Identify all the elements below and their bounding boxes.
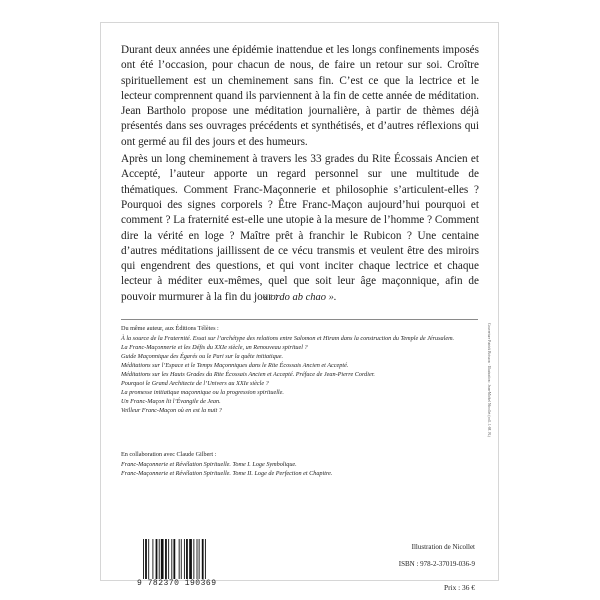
book-title: À la source de la Fraternité. Essai sur l’archétype des relations entre Salomon et Hiram dans la construction du Temple de Jérusalem.: [121, 334, 455, 342]
divider: [121, 319, 478, 320]
book-title: Pourquoi le Grand Architecte de l’Univers au XXIe siècle ?: [121, 380, 269, 388]
book-title: Franc-Maçonnerie et Révélation Spirituelle. Tome I. Loge Symbolique.: [121, 460, 297, 468]
cover-blurb: [121, 43, 479, 307]
price: Prix : 36 €: [443, 583, 475, 592]
motto: « ordo ab chao ».: [262, 292, 337, 303]
collaboration-list: [121, 451, 466, 479]
book-back-cover: [101, 23, 498, 592]
barcode-number: 9 782370 190369: [137, 579, 217, 588]
illustration-credit: Illustration de Nicollet: [411, 543, 475, 551]
book-title: Méditations sur les Hauts Grades du Rite Écossais Ancien et Accepté. Préface de Jean-Pierre Cordier.: [121, 371, 375, 379]
side-credit: [481, 323, 493, 563]
isbn: ISBN : 978-2-37019-036-9: [398, 560, 475, 568]
book-title: Franc-Maçonnerie et Révélation Spirituelle. Tome II. Loge de Perfection et Chapitre.: [121, 469, 333, 477]
blurb-paragraph: Durant deux années une épidémie inattendue et les longs confinements imposés ont été l’occasion, pour chacun de nous, de faire un retour sur soi. Croître spirituellement est un cheminement sans fin. C’est ce que la lectrice et le lecteur comprennent quand ils parviennent à la fin de cette année de méditation. Jean Bartholo propose une méditation journalière, à partir de thèmes déjà présentés dans ses ouvrages précédents et synthétisés, et d’autres réflexions qui ont germé au fil des jours et des humeurs.: [121, 44, 479, 148]
book-title: Méditations sur l’Espace et le Temps Maçonniques dans le Rite Écossais Ancien et Accepté.: [121, 361, 349, 369]
book-title: Un Franc-Maçon lit l’Évangile de Jean.: [121, 398, 221, 406]
same-author-heading: Du même auteur, aux Éditions Télètes :: [121, 325, 219, 332]
side-credit-text: Couverture Patrick Boisson · Illustration : Jean-Michel Nicollet (coll. J.-M. N.): [487, 323, 491, 437]
book-title: La Franc-Maçonnerie et les Défis du XXIe siècle, un Renouveau spirituel ?: [121, 343, 308, 351]
barcode-image: [141, 539, 236, 579]
book-title: La promesse initiatique maçonnique ou la progression spirituelle.: [121, 389, 284, 397]
book-title: Veilleur Franc-Maçon où en est la nuit ?: [121, 407, 222, 415]
book-title: Guide Maçonnique des Égarés ou le Pari sur la quête initiatique.: [121, 352, 284, 360]
blurb-paragraph: Après un long cheminement à travers les 33 grades du Rite Écossais Ancien et Accepté, l’auteur apporte un regard personnel sur une multitude de thématiques. Comment Franc-Maçonnerie et philosophie s’articulent-elles ? Pourquoi des signes corporels ? Être Franc-Maçon aujourd’hui pourquoi et comment ? La fraternité est-elle une utopie à la mesure de l’homme ? Comment dire la vérité en loge ? Maître prêt à franchir le Rubicon ? Une centaine d’autres méditations jaillissent de ce vécu transmis et veulent être des miroirs qui engendrent des questions, et qui vont inciter chaque lectrice et chaque lecteur à méditer eux-mêmes, quel que soit leur âge maçonnique, afin de pouvoir murmurer à la fin du jour :: [121, 153, 479, 303]
collaboration-heading: En collaboration avec Claude Gilbert :: [121, 451, 217, 458]
same-author-list: [121, 325, 466, 417]
